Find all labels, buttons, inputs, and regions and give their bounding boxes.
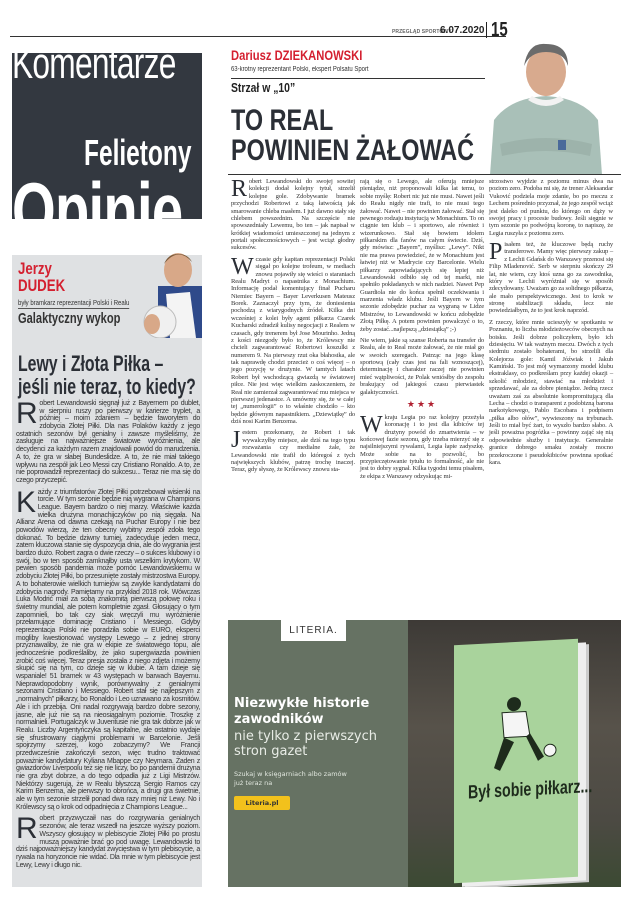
paragraph-text: isałem też, że kluczowe będą ruchy transferowe. Mamy więc pierwszy zakup – z Lechii Gdańsk do Warszawy przenosi się Filip Mladenović. Serb w sierpniu skończy 29 lat, nie wiem, czy ktoś uzna go za zawodnika, który w Lechii wyróżniał się w sposób zdecydowany. Uważam go za solidnego piłkarza, ale mało perspektywicznego. Jest to krok w stronę stabilizacji składu, lecz nie powiedziałbym, że to jest krok naprzód. [489,241,613,315]
title-line-1: TO REAL [231,104,334,137]
drop-cap: R [16,812,38,846]
article-column-3 [489,178,613,470]
book-cover [454,639,593,883]
paragraph-text: Nie wiem, jakie są szanse Roberta na transfer do Realu, ale to Real może żałować, że nie miał go w swoich szeregach. Patrząc na jego klasę sportową (cały czas jest na fali wznoszącej), determinację i charakter raczej nie powinien mieć wątpliwości, że Polak wniósłby do zespołu brakujący od jakiegoś czasu pierwiastek galaktyczności. [360,336,484,396]
page-divider [486,22,487,38]
main-author-name [231,48,362,63]
paragraph [360,178,484,333]
footballer-illustration-icon [474,679,564,779]
page-number: 15 [491,19,508,41]
paragraph [360,411,484,480]
paragraph-text: czasie gdy kapitan reprezentacji Polski sięgał po kolejne trofeum, w mediach znowu pojawiły się wieści o staraniach Realu Madryt o napastnika z Monachium. Informację podał komentujący finał Pucharu Niemiec Bayern – Bayer Leverkusen Mateusz Borek. Zaznaczył przy tym, że doniesienia pochodzą z wiarygodnych źródeł. Kilka dni wcześniej z kolei były agent piłkarza Czarek Kucharski zdradził kulisy negocjacji z Realem w czasach, gdy trenerem był Jose Mourinho. Jedną z kości niezgody było to, że Królewscy nie chcieli zagwarantować Robertowi koszulki z numerem 9. Na pierwszy rzut oka błahostka, ale tak naprawdę chodzi przecież o coś więcej – o jego pozycję w drużynie. W tamtych latach Robert był wschodzącą gwiazdą w światowej piłce. Nie jest więc wielkim zaskoczeniem, że Real nie zamierzał zagwarantować mu miejsca w pierwszej jedenastce. A umówmy się, że w całej tej „numerologii” o to właśnie chodziło – kto będzie głównym napastnikiem. „Dziewiątkę” do dziś nosi Karim Benzema. [231,255,355,425]
header-rule [10,36,506,37]
drop-cap: P [489,239,503,265]
section-title-felietony: Felietony [84,132,192,173]
main-article-title [231,106,474,166]
paragraph [489,178,613,237]
paragraph [231,429,355,473]
paragraph [16,812,200,869]
drop-cap: J [231,427,241,454]
advertisement[interactable] [228,620,621,887]
author-role: były bramkarz reprezentacji Polski i Realu [18,298,130,307]
article-column-1 [231,178,355,478]
left-article-title: Lewy i Złota Piłka – jeśli nie teraz, to kiedy? [18,351,196,400]
paragraph [231,253,355,426]
literia-logo: LITERIA. [281,620,346,641]
left-article-body [16,397,200,873]
ad-subheadline: nie tylko z pierwszych stron gazet [234,729,378,759]
paragraph-text: kraju Legia po raz kolejny przeżyła koronację i to jest dla kibiców tej drużyny powód do zmartwienia – w końcowej fazie sezonu, gdy trzeba mierzyć się z najsilniejszymi rywalami, Legia łapie zadyszkę. Może sobie na to pozwolić, bo przypieczętowanie tytułu to formalność, ale nie jest to dobry sygnał. Kilka tygodni temu pisałem, że ekipa z Warszawy odzyskując mi- [360,413,484,480]
column-name: Galaktyczny wykop [18,310,121,327]
paragraph-text: strzostwo wyjdzie z poziomu minus dwa na poziom zero. Podoba mi się, że trener Aleksandar Vuković podziela moje zdanie, bo po meczu z Lechem pośrednio przyznał, że jego zespół wciąż jest daleko od punktu, do którego on dąży w swojej pracy i procesie budowy. Jeśli sięgnie w tym sezonie po podwójną koronę, to napiszę, że Legia ruszyła z poziomu zero. [489,178,613,237]
main-author-first: Dariusz [231,47,272,63]
section-title-komentarze: Komentarze [12,39,176,88]
paragraph-text: obert Lewandowski sięgnął już z Bayernem po dublet, w sierpniu ruszy po pierwszy w karierze tryplet, a później – moim zdaniem – będzie faworytem do zdobycia Złotej Piłki. Dla nas Polaków każdy z jego ostatnich sezonów był genialny i zawsze myśleliśmy, że zasługuje na najważniejsze światowe wyróżnienia, ale decydenci za każdym razem znajdowali powód do marudzenia. A to, że gra w słabej Bundeslidze. A to, że nie miał takiego wpływu na zespół jak Leo Messi czy Cristiano Ronaldo. A to, że nie poprowadził reprezentacji do sukcesu... Teraz nie ma się do czego przyczepić. [16,400,200,484]
drop-cap: W [231,253,254,280]
paragraph-text: rają się o Lewego, ale oferują mniejsze pieniądze, niż proponowali kilka lat temu, to sobie myślę: Robert nic już nie musi. Nawet jeśli do Realu nigdy nie trafi, to nie musi tego żałować. Nawet – nie powinien żałować. Stał się pewnego rodzaju instytucją w Monachium. To on ciągnie ten klub – i sportowo, ale również i wizerunkowo. Stał się bowiem idolem piłkarskim dla fanów na całym świecie. Dziś, gdy mówisz: „Bayern”, myślisz: „Lewy”. Nikt nie ma prawa powiedzieć, że w Monachium jest łatwiej niż w Madrycie czy Barcelonie. Wielu piłkarzy zapowiadających się lepiej niż Lewandowski odbiło się od tej marki, nie spełniło pokładanych w nich nadziei. Nawet Pep Guardiola nie do końca spełnił oczekiwania i marzenia władz klubu. Jeśli Bayern w tym sezonie zdobędzie puchar za wygraną w Lidze Mistrzów, to Lewandowski w końcu zdobędzie Złotą Piłkę. A potem powinien powalczyć o to, żeby zostać...najlepszą „dziesiątką” ;-) [360,178,484,333]
paragraph-text: Z rzeczy, które mnie ucieszyły w spotkaniu w Poznaniu, to liczba młodzieżowców obecnych na boisku. Jeśli dobrze policzyłem, było ich dziesięciu. W tak ważnym meczu. Dwóch z tych siedmiu zostało bohaterami, bo strzelili dla Kolejorza gole: Kamil Jóźwiak i Jakub Kamiński. To jest mój wymarzony model klubu ekstraklasy, co podkreślam przy każdej okazji – szkolić młodzież, stawiać na młodzież i sprzedawać, ale za dobre pieniądze. Jedną rzecz uważam zaś za absolutnie kompromitującą dla Lecha – chodzi o transparent z podobizną barona narkotykowego, Pablo Escobara i podpisem „piłka albo ołów”, wywieszony na trybunach. Jeśli to miał być żart, to wyszło bardzo słabo. A jeśli poważna pogróżka – powinny zająć się nią odpowiednie służby i instytucje. Generalnie granice dobrego smaku zostały mocno przekroczone i pseudokibiców powinna spotkać kara. [489,318,613,466]
paragraph-text: ażdy z triumfatorów Złotej Piłki potrzebował wisienki na torcie. W tym sezonie będzie nią wygrana w Champions League. Bayern bardzo o niej marzy. Właściwie każda wielka drużyna monachijczyków po nią sięgała. Na Allianz Arena od dawna czekają na Puchar Europy i nie bez powodów wierzą, że ten obecny wybitny zespół zdoła tego dokonać. To będzie dziwny turniej, zadecyduje jeden mecz, zatem kluczowa stanie się dyspozycja dnia, ale do wygrania jest bardzo dużo. Robert zagra o dwie rzeczy – o sukces klubowy i o swój, bo w ten sposób zamknąłby usta wszelkim krytykom. W pewien sposób pandemia może pomóc Lewandowskiemu w zdobyciu Złotej Piłki, bo przesunięte zostały mistrzostwa Europy. A to bohaterowie wielkich turniejów są zwykle kandydatami do zdobycia nagrody. Pamiętamy na przykład 2018 rok. Wówczas Luka Modrić miał za sobą znakomitą pierwszą połowę roku i świetny mundial, ale potem kompletnie zgasł. Głosujący o tym zapomnieli, bo tak czy siak wręczyli mu wyróżnienie przełamujące dominację Cristiano i Messiego. Gdyby reprezentacja Polski nie poradziła sobie w EURO, eksperci mogliby kwestionować występy Lewego – z jednej strony przyznawaliby, że nie gra w ekipie ze światowego topu, ale jednocześnie podkreślaliby, że jako supergwiazda powinien zrobić coś więcej. Teraz presja została z niego zdjęta i możemy skupić się na tym, co dzieje się w klubie. A tam dzieje się wspaniale! 51 bramek w 43 występach w barwach Bayernu. Nieprawdopodobny wynik, porównywalny z genialnymi sezonami Cristiano i Messiego. Robert stał się najlepszym z „normalnych” piłkarzy, bo Ronaldo i Leo uznawano za kosmitów. Ale i ich przebija. Oni nadal rozgrywają bardzo dobre sezony, jasne, ale już nie są na nieosiągalnym poziomie. Troszkę z normalnieli. Portugalczyk w Juventusie nie gra tak dobrze jak w Realu. Liczby Argentyńczyka są kapitalne, ale ostatnio wydaje się sfrustrowany ciągłymi problemami w Barcelonie. Jeśli spojrzymy szerzej, kogo zobaczymy? We Francji przedwcześnie zakończyli sezon, więc trudno traktować poważnie kandydatury Kyliana Mbappe czy Neymara. Żaden z gwiazdorów Liverpoolu też się nie liczy, bo po pandemii drużyna nie gra zbyt dobrze, a do tego odpadła już z Ligi Mistrzów. Niektórzy sugerują, że w Realu błyszczą Sergio Ramos czy Karim Benzema, ale pierwszy to obrońca, a drugi gra świetnie, ale w tym sezonie strzelił ponad dwa razy mniej niż Lewy. No i Królewscy są o krok od odpadnięcia z Champions League... [16,488,200,811]
literia-link-button[interactable]: Literia.pl [234,796,290,810]
divider [228,174,621,175]
section-break-stars: ★★★ [406,398,438,409]
title-line-2: POWINIEN ŻAŁOWAĆ [231,134,475,167]
main-author-role: 63-krotny reprezentant Polski, ekspert Polsatu Sport [231,66,369,73]
book-title: Był sobie piłkarz... [468,775,593,804]
issue-date: 6.07.2020 [440,25,485,36]
main-column-name: Strzał w „10” [231,80,296,95]
paragraph-text: estem przekonany, że Robert i tak wywalczyłby miejsce, ale dziś na tego typu rozważania czy medialne żale, że Lewandowski nie trafił do któregoś z tych największych klubów, patrzę trochę inaczej. Teraz, gdy słyszę, że Królewscy znowu sta- [231,429,355,474]
paragraph [231,178,355,252]
drop-cap: K [16,485,36,519]
paragraph [16,397,200,485]
author-photo-dudek [130,246,202,338]
ad-stadium-image [408,620,621,887]
ad-subtext: Szukaj w księgarniach albo zamów już teraz na [234,770,347,788]
section-title-opinie: Opinie [12,166,183,254]
paragraph-text: obert Lewandowski do swojej sowitej kolekcji dodał kolejny tytuł, strzelił kolejne gole. Zdobywanie bramek przychodzi Robertowi z taką łatwością jak smarowanie chleba masłem. I już dawno stały się chlebem powszednim. Na szczęście nie spowszedniały Lewemu, bo ten – jak napisał w krótkiej wiadomości umieszczonej na jednym z portali społecznościowych – jest wciąż głodny sukcesów. [231,178,355,252]
paragraph-text: obert przyzwyczaił nas do rozgrywania genialnych sezonów, ale teraz wszedł na jeszcze wyższy poziom. Wszyscy głosujący w plebiscycie Złotej Piłki po prostu muszą poważnie brać go pod uwagę. Lewandowski to dziś najpoważniejszy kandydat zwycięstwa w tym plebiscycie, a rywala na horyzoncie nie widać. Dla mnie w tym plebiscycie jest Lewy, Lewy i długo nic. [16,815,200,869]
author-photo-dziekanowski [480,40,612,175]
paragraph [360,337,484,396]
main-author-last: DZIEKANOWSKI [274,47,363,63]
paragraph [489,241,613,315]
drop-cap: W [360,411,383,438]
divider [231,78,485,79]
article-column-2 [360,178,484,484]
author-first-name: Jerzy [18,259,52,278]
paragraph [489,319,613,467]
drop-cap: R [231,176,247,202]
paragraph [16,485,200,812]
author-last-name: DUDEK [18,276,66,295]
ad-headline: Niezwykłe historie zawodników [234,696,370,727]
drop-cap: R [16,397,38,430]
publication-name: PRZEGLĄD SPORTOWY [392,29,452,35]
